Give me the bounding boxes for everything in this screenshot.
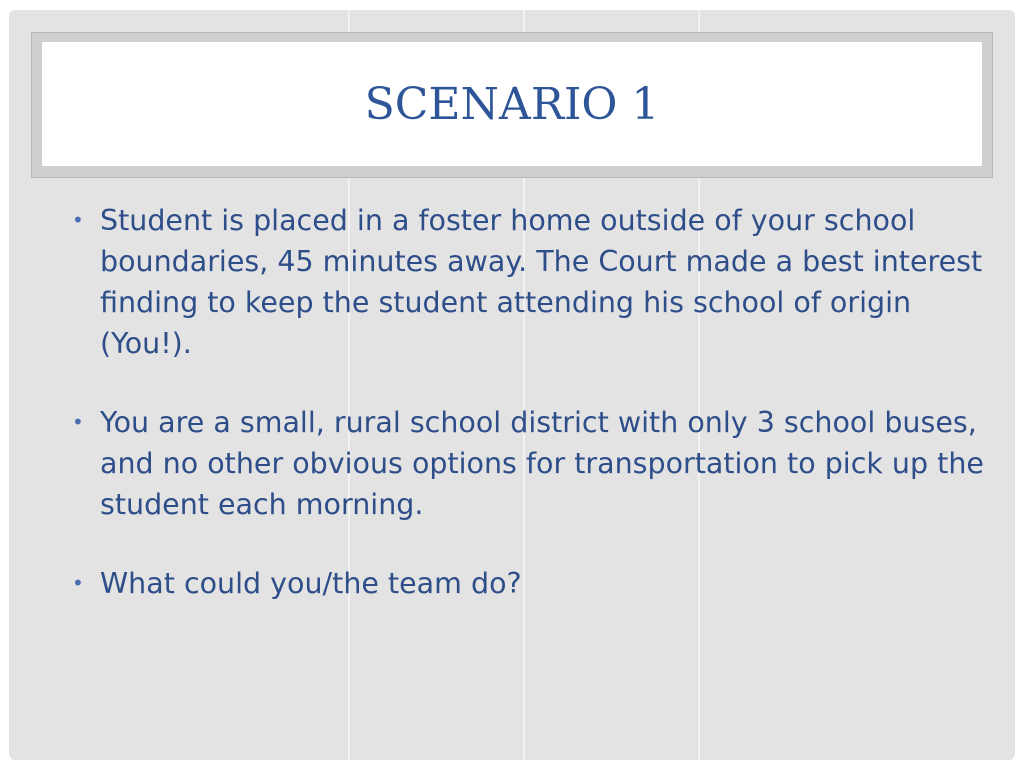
bullet-list — [65, 200, 985, 642]
bullet-item — [65, 200, 985, 364]
bullet-icon: • — [72, 571, 84, 595]
slide-title: SCENARIO 1 — [364, 78, 660, 130]
bullet-text: You are a small, rural school district with only 3 school buses, and no other obvious options for transportation to pick up the student each morning. — [100, 406, 984, 521]
bullet-icon: • — [72, 208, 84, 232]
bullet-text: Student is placed in a foster home outside of your school boundaries, 45 minutes away. The Court made a best interest finding to keep the student attending his school of origin (You!). — [100, 204, 983, 360]
bullet-text: What could you/the team do? — [100, 567, 522, 600]
slide — [9, 10, 1015, 760]
bullet-item — [65, 563, 985, 604]
title-box — [42, 42, 982, 166]
bullet-item — [65, 402, 985, 525]
title-frame — [31, 32, 993, 178]
bullet-icon: • — [72, 410, 84, 434]
